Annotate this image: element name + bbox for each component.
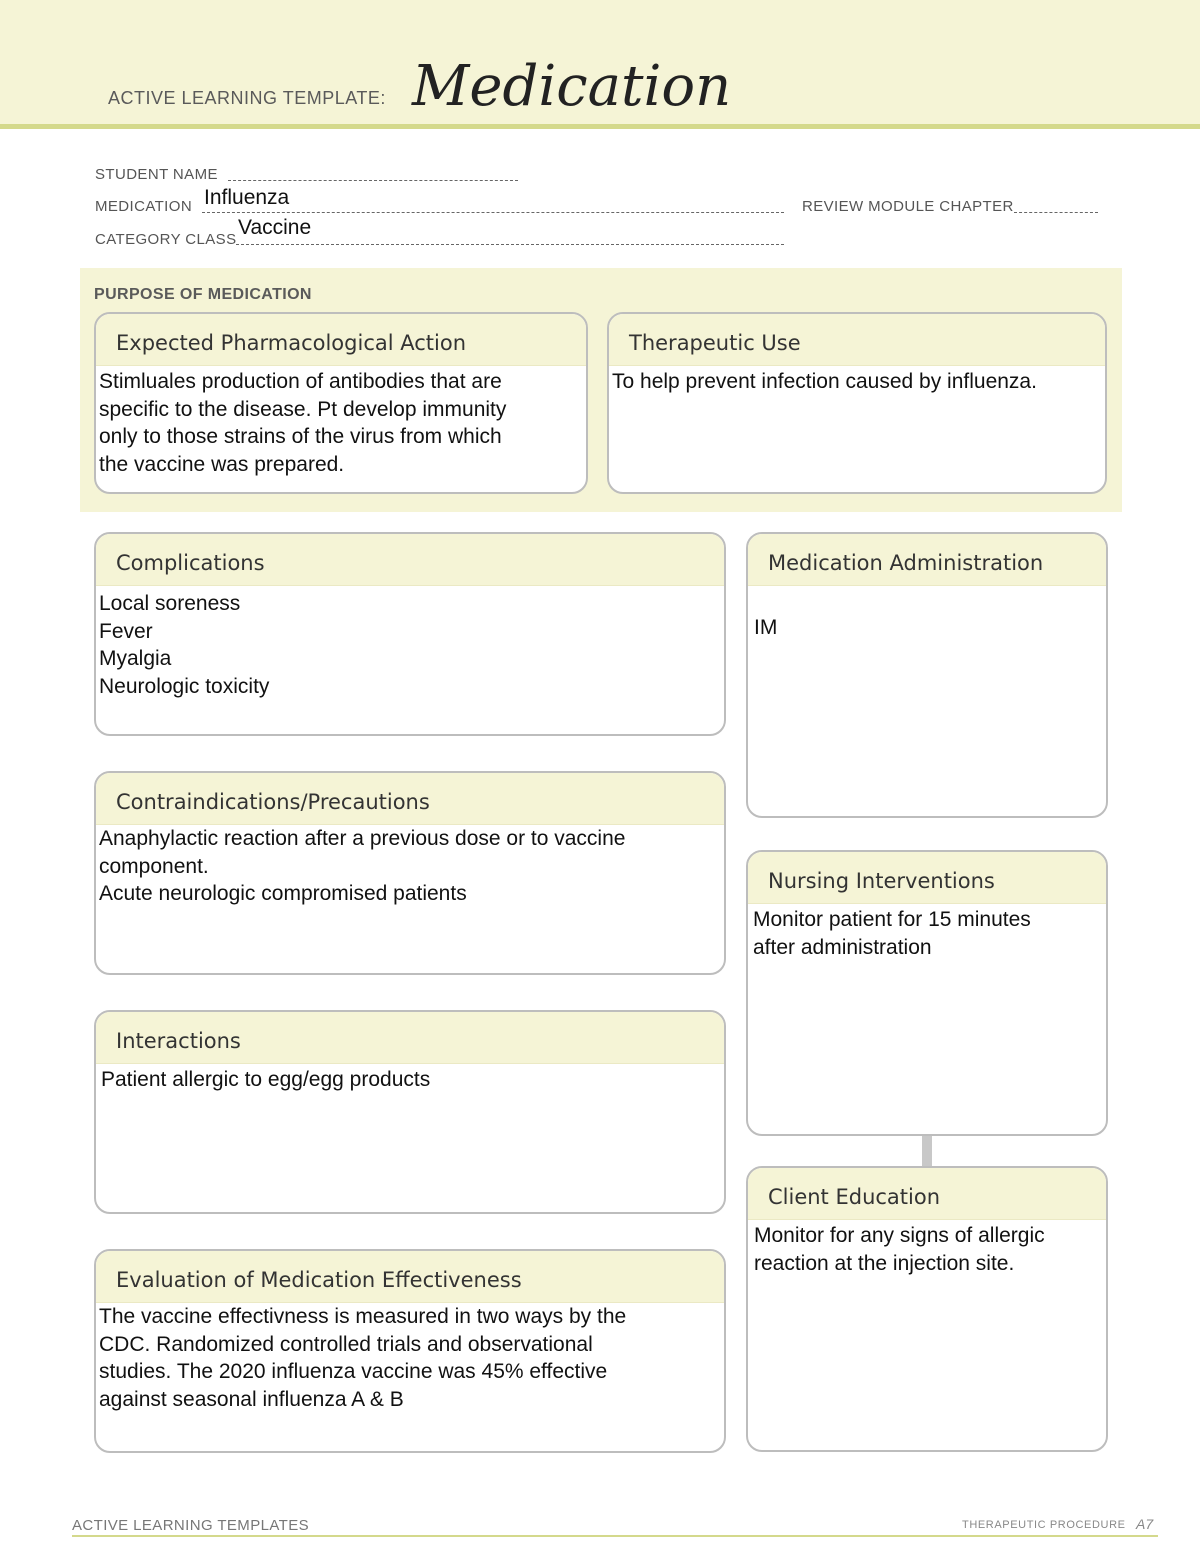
therapeutic-use-box [607, 312, 1107, 494]
footer-right: THERAPEUTIC PROCEDURE [962, 1519, 1126, 1531]
footer-divider [72, 1535, 1158, 1537]
client-education-box [746, 1166, 1108, 1452]
category-class-value[interactable]: Vaccine [238, 216, 312, 239]
complications-title: Complications [96, 534, 724, 586]
footer-page-number: A7 [1136, 1516, 1154, 1532]
complications-box [94, 532, 726, 736]
medication-administration-box [746, 532, 1108, 818]
student-name-label: STUDENT NAME [95, 166, 218, 183]
expected-action-title: Expected Pharmacological Action [96, 314, 586, 366]
nursing-interventions-text[interactable]: Monitor patient for 15 minutes after administration [753, 908, 1031, 959]
interactions-title: Interactions [96, 1012, 724, 1064]
contraindications-box [94, 771, 726, 975]
category-class-line[interactable] [236, 244, 784, 245]
medication-administration-text[interactable]: IM [754, 616, 778, 639]
evaluation-box [94, 1249, 726, 1453]
evaluation-text[interactable]: The vaccine effectivness is measured in two ways by the CDC. Randomized controlled trials and observational studies. The 2020 influenza vaccine was 45% effective against seasonal influenza A & B [99, 1305, 627, 1411]
expected-action-text[interactable]: Stimluales production of antibodies that are specific to the disease. Pt develop immunity only to those strains of the virus from which the vaccine was prepared. [99, 370, 507, 476]
client-education-text[interactable]: Monitor for any signs of allergic reaction at the injection site. [754, 1224, 1045, 1275]
medication-label: MEDICATION [95, 198, 193, 215]
medication-value[interactable]: Influenza [204, 186, 290, 209]
evaluation-title: Evaluation of Medication Effectiveness [96, 1251, 724, 1303]
contraindications-title: Contraindications/Precautions [96, 773, 724, 825]
purpose-title: PURPOSE OF MEDICATION [94, 286, 312, 303]
category-class-label: CATEGORY CLASS [95, 231, 237, 248]
interactions-text[interactable]: Patient allergic to egg/egg products [101, 1068, 431, 1091]
review-module-label: REVIEW MODULE CHAPTER [802, 198, 1014, 215]
medication-administration-title: Medication Administration [748, 534, 1106, 586]
interactions-box [94, 1010, 726, 1214]
student-name-line[interactable] [228, 180, 518, 181]
client-education-title: Client Education [748, 1168, 1106, 1220]
complications-text[interactable]: Local soreness Fever Myalgia Neurologic toxicity [99, 592, 270, 698]
footer-left: ACTIVE LEARNING TEMPLATES [72, 1517, 309, 1534]
nursing-interventions-box [746, 850, 1108, 1136]
nursing-interventions-title: Nursing Interventions [748, 852, 1106, 904]
medication-line[interactable] [202, 212, 784, 213]
therapeutic-use-text[interactable]: To help prevent infection caused by influenza. [612, 370, 1037, 393]
connector-bar [922, 1136, 932, 1166]
expected-action-box [94, 312, 588, 494]
page-title: Medication [412, 54, 732, 119]
therapeutic-use-title: Therapeutic Use [609, 314, 1105, 366]
template-label: ACTIVE LEARNING TEMPLATE: [108, 88, 386, 108]
review-module-line[interactable] [1014, 212, 1098, 213]
contraindications-text[interactable]: Anaphylactic reaction after a previous dose or to vaccine component. Acute neurologic compromised patients [99, 827, 626, 905]
